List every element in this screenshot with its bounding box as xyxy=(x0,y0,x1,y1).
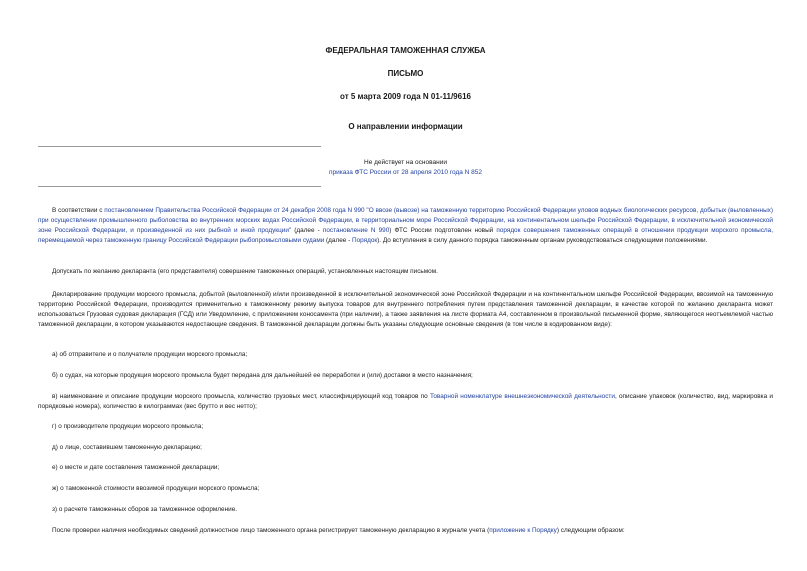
p1-text-1: В соответствии с xyxy=(52,207,105,214)
decree-990-link[interactable]: постановлением Правительства Российской Федерации от 24 декабря 2008 года N 990 "О ввозе (вывозе) на таможенную территорию Российской Федерации уловов водных биологических ресурсов, добытых (выловленных) при осуществлении промышленного рыболовства во внутренних морских водах Российской Федерации, в территориальном море Российской Федерации, на континентальном шельфе Российской Федерации, в исключительной экономической зоне Российской Федерации, и произведенной из них рыбной и иной продукции" xyxy=(38,207,773,234)
procedure-appendix-link[interactable]: приложение к Порядку xyxy=(489,527,557,534)
p1-text-5: ). До вступления в силу данного порядка таможенным органам руководствоваться следующими положениями. xyxy=(377,237,708,244)
decree-990-short-link[interactable]: постановление N 990 xyxy=(322,227,390,234)
status-note-line xyxy=(38,168,773,178)
paragraph-last xyxy=(38,526,773,536)
document-date-number: от 5 марта 2009 года N 01-11/9616 xyxy=(340,92,471,101)
list-item-e: е) о месте и дате составления таможенной декларации; xyxy=(52,464,220,471)
p-last-text-2: ) следующим образом: xyxy=(556,527,625,534)
list-item-b: б) о судах, на которые продукция морского промысла будет передана для дальнейшей ее переработки и (или) доставки в место назначения; xyxy=(52,372,473,379)
paragraph-1 xyxy=(38,206,773,246)
list-item-v xyxy=(38,392,773,412)
tn-ved-link[interactable]: Товарной номенклатуре внешнеэкономической деятельности xyxy=(429,393,615,400)
agency-name: ФЕДЕРАЛЬНАЯ ТАМОЖЕННАЯ СЛУЖБА xyxy=(325,46,486,55)
document-type: ПИСЬМО xyxy=(387,69,424,78)
p-last-text-1: После проверки наличия необходимых сведений должностное лицо таможенного органа регистрирует таможенную декларацию в журнале учета ( xyxy=(52,527,490,534)
list-item-z: з) о расчете таможенных сборов за таможенное оформление. xyxy=(52,506,238,513)
document-subject: О направлении информации xyxy=(348,122,463,131)
p1-text-4: (далее - xyxy=(324,237,352,244)
list-item-d: д) о лице, составившем таможенную декларацию; xyxy=(52,444,202,451)
list-item-a: а) об отправителе и о получателе продукции морского промысла; xyxy=(52,351,248,358)
note-divider-top xyxy=(38,146,321,147)
paragraph-2: Допускать по желанию декларанта (его представителя) совершение таможенных операций, установленных настоящим письмом. xyxy=(52,268,438,275)
procedure-short-link[interactable]: Порядок xyxy=(352,237,378,244)
p1-text-3: ) ФТС России подготовлен новый xyxy=(389,227,497,234)
note-divider-bottom xyxy=(38,186,321,187)
p1-text-2: (далее - xyxy=(291,227,323,234)
status-note-link[interactable]: приказа ФТС России от 28 апреля 2010 года N 852 xyxy=(328,169,483,176)
list-item-g: г) о производителе продукции морского промысла; xyxy=(52,423,204,430)
status-note-text: Не действует на основании xyxy=(364,159,447,166)
item-v-text-1: в) наименование и описание продукции морского промысла, количество грузовых мест, классифицирующий код товаров по xyxy=(52,393,430,400)
list-item-zh: ж) о таможенной стоимости ввозимой продукции морского промысла; xyxy=(52,485,260,492)
paragraph-3: Декларирование продукции морского промысла, добытой (выловленной) и/или произведенной в исключительной экономической зоне Российской Федерации и на континентальном шельфе Российской Федерации, ввозимой на таможенную территорию Российской Федерации, производится применительно к таможенному режиму выпуска товаров для внутреннего потребления путем представления таможенной декларации, в качестве которой по желанию декларанта может использоваться Грузовая судовая декларация (ГСД) или Уведомление, с приложением коносамента (при наличии), а также заявления на листе формата А4, составленном в произвольной письменной форме, являющегося неотъемлемой частью таможенной декларации, в котором указываются недостающие сведения. В таможенной декларации должны быть указаны следующие основные сведения (в том числе в кодированном виде): xyxy=(38,291,773,328)
customs-procedure-link[interactable]: порядок совершения таможенных операций в отношении продукции морского промысла, перемещаемой через таможенную границу Российской Федерации рыбопромысловыми судами xyxy=(38,227,773,244)
item-v-text-2: , описание упаковок (количество, вид, маркировка и порядковые номера), количество в килограммах (вес брутто и вес нетто); xyxy=(38,393,773,410)
